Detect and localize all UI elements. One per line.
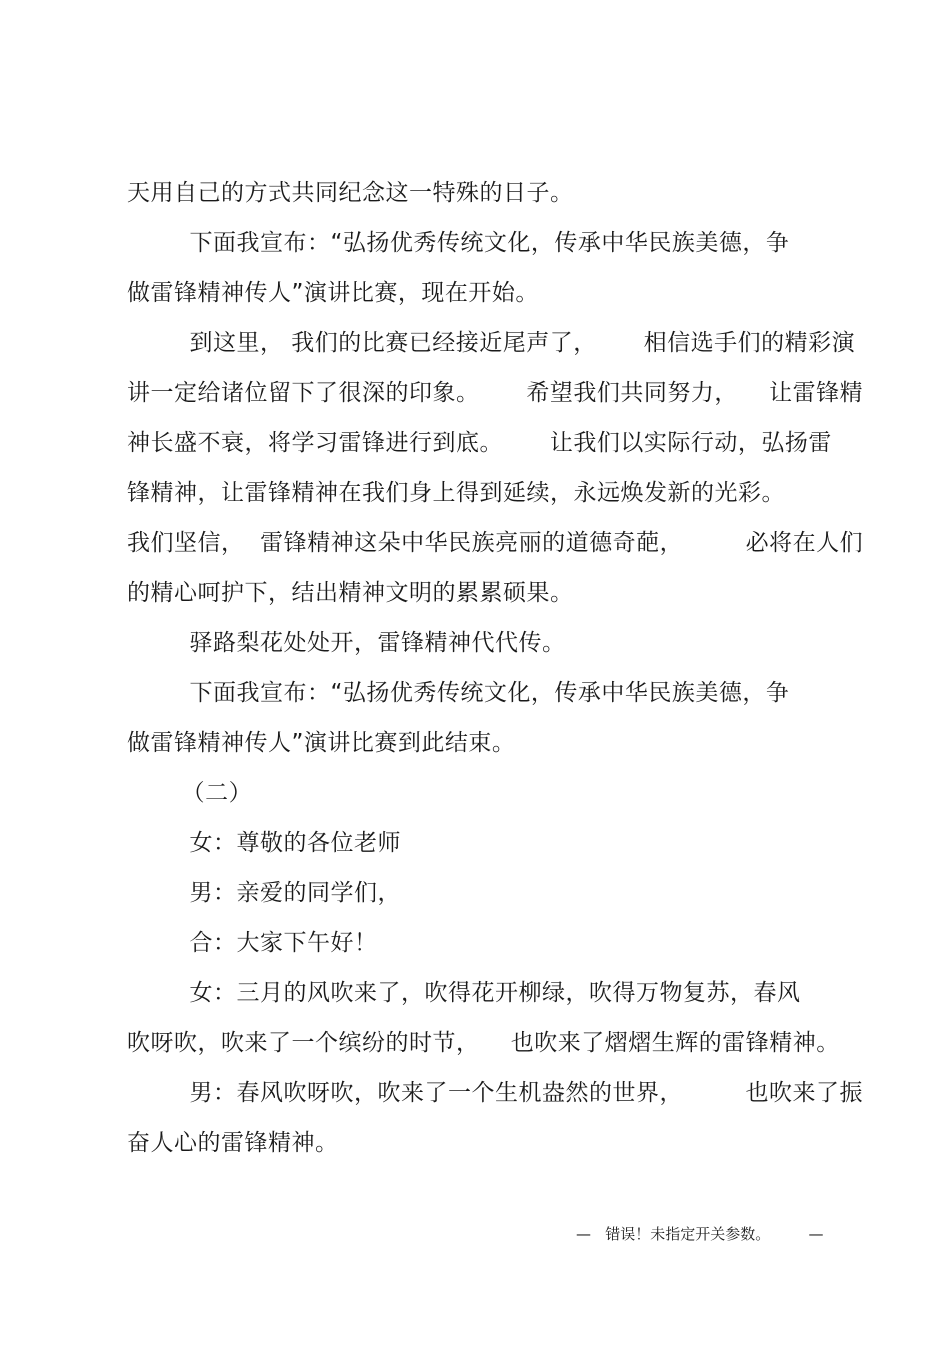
- text-line: 天用自己的方式共同纪念这一特殊的日子。: [127, 180, 574, 206]
- text-line: 神长盛不衰，将学习雷锋进行到底。 让我们以实际行动，弘扬雷: [127, 430, 832, 456]
- text-line: 下面我宣布：“弘扬优秀传统文化，传承中华民族美德，争: [127, 230, 790, 256]
- text-line: 女：尊敬的各位老师: [127, 830, 401, 856]
- text-line: 的精心呵护下，结出精神文明的累累硕果。: [127, 580, 574, 606]
- text-line: 下面我宣布：“弘扬优秀传统文化，传承中华民族美德，争: [127, 680, 790, 706]
- text-line: 奋人心的雷锋精神。: [127, 1130, 339, 1156]
- text-line: 做雷锋精神传人”演讲比赛到此结束。: [127, 730, 516, 756]
- page-footer: — 错误！未指定开关参数。 —: [576, 1225, 824, 1243]
- text-line: 女：三月的风吹来了，吹得花开柳绿，吹得万物复苏，春风: [127, 980, 801, 1006]
- text-line: 男：亲爱的同学们，: [127, 880, 401, 906]
- text-line: 驿路梨花处处开，雷锋精神代代传。: [127, 630, 566, 656]
- text-line: 讲一定给诸位留下了很深的印象。 希望我们共同努力， 让雷锋精: [127, 380, 864, 406]
- text-line: 到这里， 我们的比赛已经接近尾声了， 相信选手们的精彩演: [127, 330, 856, 356]
- text-line: 合：大家下午好！: [127, 930, 378, 956]
- text-line: 锋精神，让雷锋精神在我们身上得到延续，永远焕发新的光彩。: [127, 480, 785, 506]
- section-heading: （二）: [127, 780, 253, 806]
- text-line: 我们坚信， 雷锋精神这朵中华民族亮丽的道德奇葩， 必将在人们: [127, 530, 864, 556]
- text-line: 做雷锋精神传人”演讲比赛，现在开始。: [127, 280, 539, 306]
- text-line: 吹呀吹，吹来了一个缤纷的时节， 也吹来了熠熠生辉的雷锋精神。: [127, 1030, 840, 1056]
- text-line: 男：春风吹呀吹，吹来了一个生机盎然的世界， 也吹来了振: [127, 1080, 863, 1106]
